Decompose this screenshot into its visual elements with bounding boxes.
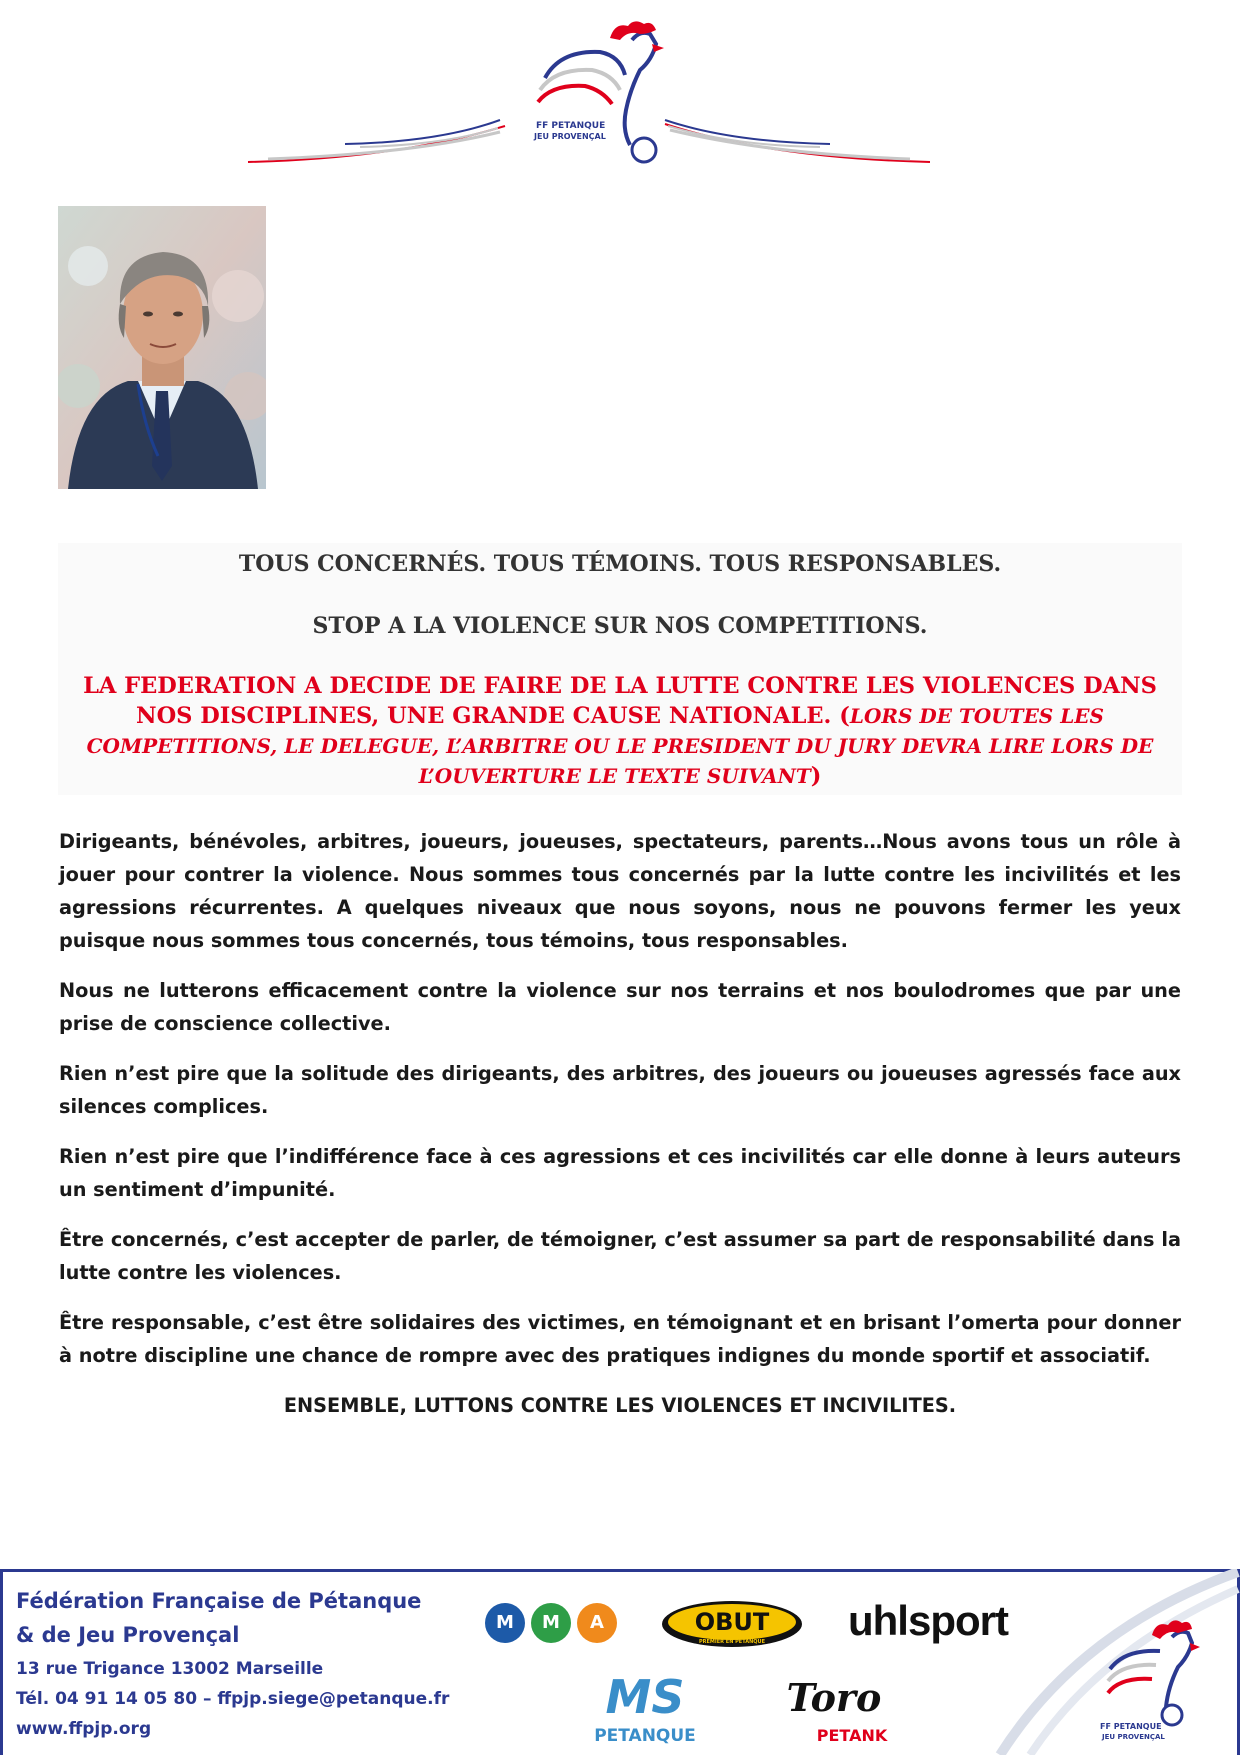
toro-sub-text: PETANK: [816, 1726, 888, 1745]
obut-logo: [660, 1599, 804, 1649]
obut-tagline: PREMIER EN PÉTANQUE: [699, 1639, 765, 1645]
headline-3-open-paren: (: [839, 703, 850, 729]
uhlsport-logo: uhlsport: [848, 1597, 1008, 1644]
paragraph-3: Rien n’est pire que la solitude des dirigeants, des arbitres, des joueurs ou joueuses agressés face aux silences complices.: [59, 1062, 1181, 1118]
headline-3-main: LA FEDERATION A DECIDE DE FAIRE DE LA LUTTE CONTRE LES VIOLENCES DANS NOS DISCIPLINES, UNE GRANDE CAUSE NATIONALE.: [83, 673, 1157, 729]
federation-contact[interactable]: Tél. 04 91 14 05 80 – ffpjp.siege@petanque.fr: [16, 1689, 450, 1709]
headline-1: TOUS CONCERNÉS. TOUS TÉMOINS. TOUS RESPONSABLES.: [238, 551, 1002, 577]
paragraph-5: Être concernés, c’est accepter de parler, de témoigner, c’est assumer sa part de responsabilité dans la lutte contre les violences.: [59, 1228, 1181, 1284]
mma-letter-3: A: [577, 1603, 617, 1643]
footer-rooster-logo: [1090, 1599, 1220, 1749]
federation-name-line1: Fédération Française de Pétanque: [16, 1589, 422, 1613]
mma-letter-1: M: [485, 1603, 525, 1643]
ms-sub-text: PETANQUE: [594, 1726, 696, 1746]
toro-text: Toro: [786, 1675, 882, 1720]
body-text: [59, 825, 1181, 1439]
mma-logo: [485, 1603, 625, 1649]
header-logo: [0, 0, 1240, 190]
headline-3: [58, 671, 1182, 791]
ms-text: MS: [605, 1670, 685, 1724]
footer-logo-text-2: JEU PROVENÇAL: [1102, 1733, 1165, 1741]
paragraph-4: Rien n’est pire que l’indifférence face à ces agressions et ces incivilités car elle donne à leurs auteurs un sentiment d’impunité.: [59, 1145, 1181, 1201]
president-portrait: [58, 206, 266, 489]
footer-logo-text-1: FF PETANQUE: [1100, 1722, 1162, 1731]
mma-letter-2: M: [531, 1603, 571, 1643]
headline-3-italic: LORS DE TOUTES LES COMPETITIONS, LE DELEGUE, L’ARBITRE OU LE PRESIDENT DU JURY DEVRA LIRE LORS DE L’OUVERTURE LE TEXTE SUIVANT: [86, 704, 1154, 788]
headline-3-close-paren: ): [810, 763, 822, 789]
federation-name-line2: & de Jeu Provençal: [16, 1623, 240, 1647]
header-logo-text-1: FF PETANQUE: [536, 121, 606, 131]
obut-text: OBUT: [694, 1608, 770, 1636]
closing-line: ENSEMBLE, LUTTONS CONTRE LES VIOLENCES ET INCIVILITES.: [283, 1394, 957, 1417]
paragraph-2: Nous ne lutterons efficacement contre la violence sur nos terrains et nos boulodromes que par une prise de conscience collective.: [59, 979, 1181, 1035]
ms-petanque-logo: [580, 1663, 710, 1747]
federation-website[interactable]: www.ffpjp.org: [16, 1719, 152, 1739]
federation-address: 13 rue Trigance 13002 Marseille: [16, 1659, 324, 1679]
toro-petank-logo: [786, 1657, 906, 1749]
headline-2: STOP A LA VIOLENCE SUR NOS COMPETITIONS.: [312, 613, 928, 639]
headline-block: [58, 543, 1182, 795]
footer: [0, 1569, 1240, 1755]
header-logo-text-2: JEU PROVENÇAL: [534, 132, 606, 141]
paragraph-1: Dirigeants, bénévoles, arbitres, joueurs, joueuses, spectateurs, parents…Nous avons tous un rôle à jouer pour contrer la violence. Nous sommes tous concernés par la lutte contre les incivilités et les agressions récurrentes. A quelques niveaux que nous soyons, nous ne pouvons fermer les yeux puisque nous sommes tous concernés, tous témoins, tous responsables.: [59, 830, 1181, 952]
rooster-logo-icon: [0, 0, 1240, 190]
paragraph-6: Être responsable, c’est être solidaires des victimes, en témoignant et en brisant l’omerta pour donner à notre discipline une chance de rompre avec des pratiques indignes du monde sportif et associatif.: [59, 1311, 1181, 1367]
